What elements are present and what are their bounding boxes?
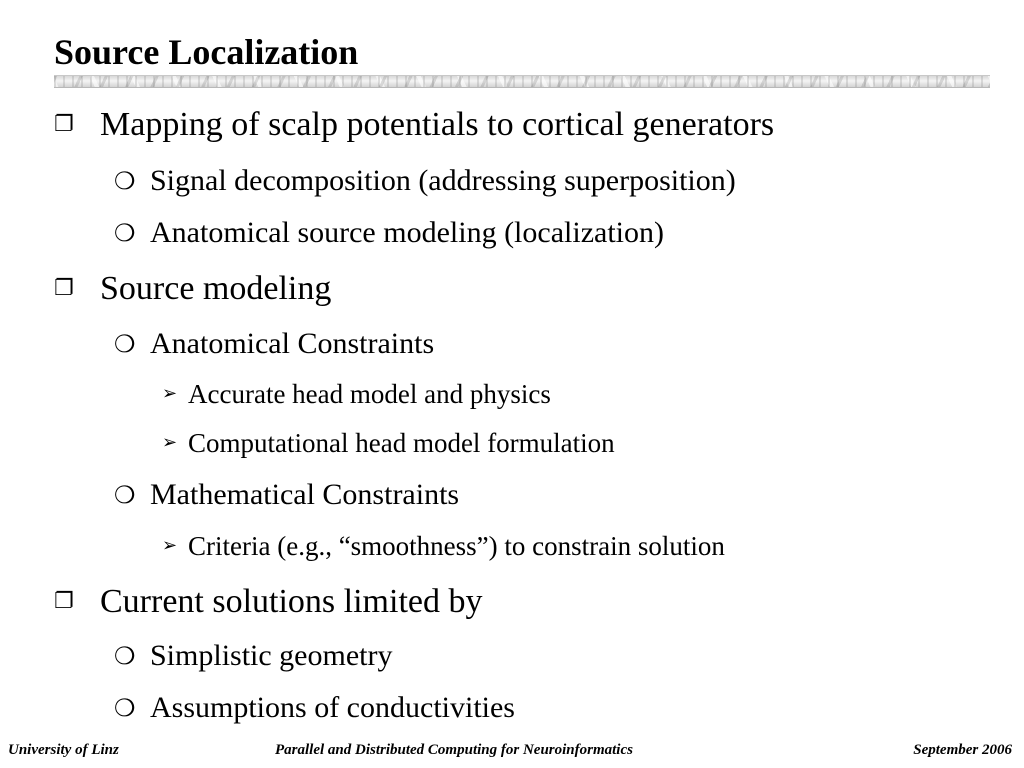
bullet-text: Assumptions of conductivities (150, 691, 515, 724)
square-bullet-icon: ❐ (54, 589, 74, 614)
bullet-text: Anatomical source modeling (localization) (150, 216, 664, 249)
bullet-text: Signal decomposition (addressing superposition) (150, 164, 736, 197)
circle-bullet-icon: ❍ (114, 167, 136, 195)
circle-bullet-icon: ❍ (114, 330, 136, 358)
bullet-text: Mapping of scalp potentials to cortical generators (100, 106, 775, 143)
circle-bullet-icon: ❍ (114, 694, 136, 722)
bullet-mapping (54, 105, 774, 145)
bullet-signal-decomposition (114, 163, 736, 199)
circle-bullet-icon: ❍ (114, 481, 136, 509)
bullet-text: Criteria (e.g., “smoothness”) to constrain solution (188, 531, 725, 561)
bullet-anatomical-constraints (114, 326, 434, 362)
bullet-simplistic-geometry (114, 638, 392, 674)
bullet-text: Accurate head model and physics (188, 379, 551, 409)
bullet-text: Mathematical Constraints (150, 478, 460, 511)
footer-institution: University of Linz (8, 742, 119, 758)
bullet-conductivities (114, 690, 515, 726)
footer-date: September 2006 (913, 742, 1012, 758)
arrowhead-bullet-icon: ➢ (162, 383, 178, 404)
bullet-smoothness-criteria (162, 530, 725, 562)
bullet-text: Computational head model formulation (188, 428, 615, 458)
slide-title: Source Localization (54, 32, 359, 72)
footer-course: Parallel and Distributed Computing for Neuroinformatics (275, 742, 633, 758)
bullet-text: Simplistic geometry (150, 639, 393, 672)
bullet-anatomical-source-modeling (114, 215, 664, 251)
arrowhead-bullet-icon: ➢ (162, 535, 178, 556)
bullet-computational-head-model (162, 427, 615, 459)
square-bullet-icon: ❐ (54, 276, 74, 301)
square-bullet-icon: ❐ (54, 112, 74, 137)
bullet-accurate-head-model (162, 378, 551, 410)
bullet-mathematical-constraints (114, 477, 459, 513)
arrowhead-bullet-icon: ➢ (162, 432, 178, 453)
title-divider (54, 75, 990, 88)
bullet-current-solutions (54, 582, 482, 622)
bullet-text: Current solutions limited by (100, 583, 483, 620)
circle-bullet-icon: ❍ (114, 219, 136, 247)
bullet-text: Anatomical Constraints (150, 327, 435, 360)
bullet-source-modeling (54, 269, 331, 309)
bullet-text: Source modeling (100, 270, 332, 307)
circle-bullet-icon: ❍ (114, 642, 136, 670)
